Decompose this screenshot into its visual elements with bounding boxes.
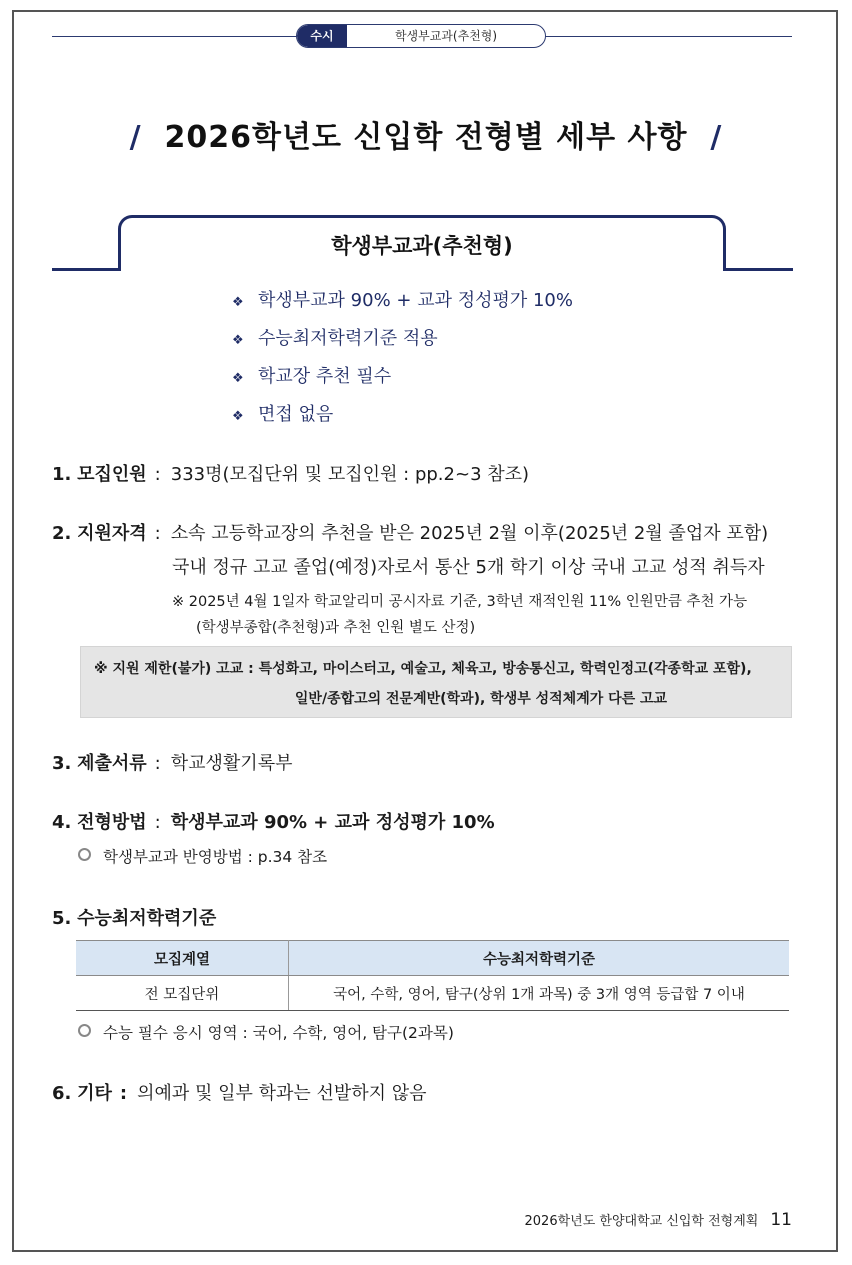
section-tab-title: 학생부교과(추천형): [331, 234, 513, 258]
section-other: 6. 기타 : 의예과 및 일부 학과는 선발하지 않음: [52, 1083, 427, 1104]
title-slash-left: /: [129, 120, 142, 155]
method-sub: 학생부교과 반영방법 : p.34 참조: [78, 845, 327, 867]
section-eligibility: 2. 지원자격 : 소속 고등학교장의 추천을 받은 2025년 2월 이후(2025년 2월 졸업자 포함): [52, 523, 769, 544]
csat-criteria-table: [76, 940, 789, 1011]
circle-bullet-icon: [78, 848, 91, 861]
header-title: 학생부교과(추천형): [394, 29, 498, 43]
table-header: 수능최저학력기준: [289, 941, 790, 976]
table-header-row: [76, 941, 789, 976]
csat-sub: 수능 필수 응시 영역 : 국어, 수학, 영어, 탐구(2과목): [78, 1021, 454, 1043]
table-header: 모집계열: [76, 941, 289, 976]
eligibility-note1: ※ 2025년 4월 1일자 학교알리미 공시자료 기준, 3학년 재적인원 11% 인원만큼 추천 가능: [172, 594, 748, 610]
tab-rule-left: [52, 268, 121, 271]
circle-bullet-icon: [78, 1024, 91, 1037]
page-number: 11: [770, 1210, 792, 1230]
title-text: 2026학년도 신입학 전형별 세부 사항: [164, 120, 688, 155]
header-badge: [296, 24, 546, 48]
title-slash-right: /: [710, 120, 723, 155]
page-title: [0, 112, 852, 156]
tab-rule-right: [723, 268, 793, 271]
section-documents: 3. 제출서류 : 학교생활기록부: [52, 753, 293, 774]
list-item: ❖ 학생부교과 90% + 교과 정성평가 10%: [232, 287, 573, 325]
section-quota: 1. 모집인원 : 333명(모집단위 및 모집인원 : pp.2~3 참조): [52, 464, 530, 485]
restriction-line2: 일반/종합고의 전문계반(학과), 학생부 성적체계가 다른 고교: [294, 691, 668, 707]
diamond-bullet-icon: ❖: [232, 333, 244, 348]
summary-bullets: [232, 287, 573, 439]
table-row: [76, 976, 789, 1011]
list-item: ❖ 수능최저학력기준 적용: [232, 325, 573, 363]
diamond-bullet-icon: ❖: [232, 409, 244, 424]
page-footer: 2026학년도 한양대학교 신입학 전형계획 11: [524, 1210, 792, 1230]
header-tag: 수시: [297, 25, 347, 47]
diamond-bullet-icon: ❖: [232, 371, 244, 386]
eligibility-note2: (학생부종합(추천형)과 추천 인원 별도 산정): [196, 620, 476, 636]
diamond-bullet-icon: ❖: [232, 295, 244, 310]
table-cell: 국어, 수학, 영어, 탐구(상위 1개 과목) 중 3개 영역 등급합 7 이내: [289, 976, 790, 1011]
list-item: ❖ 학교장 추천 필수: [232, 363, 573, 401]
section-csat-minimum: 5. 수능최저학력기준: [52, 908, 217, 929]
section-method: 4. 전형방법 : 학생부교과 90% + 교과 정성평가 10%: [52, 812, 495, 833]
restriction-line1: ※ 지원 제한(불가) 고교 : 특성화고, 마이스터고, 예술고, 체육고, 방송통신고, 학력인정고(각종학교 포함),: [94, 661, 752, 677]
eligibility-line2: 국내 정규 고교 졸업(예정)자로서 통산 5개 학기 이상 국내 고교 성적 취득자: [172, 557, 765, 578]
list-item: ❖ 면접 없음: [232, 401, 573, 439]
table-cell: 전 모집단위: [76, 976, 289, 1011]
